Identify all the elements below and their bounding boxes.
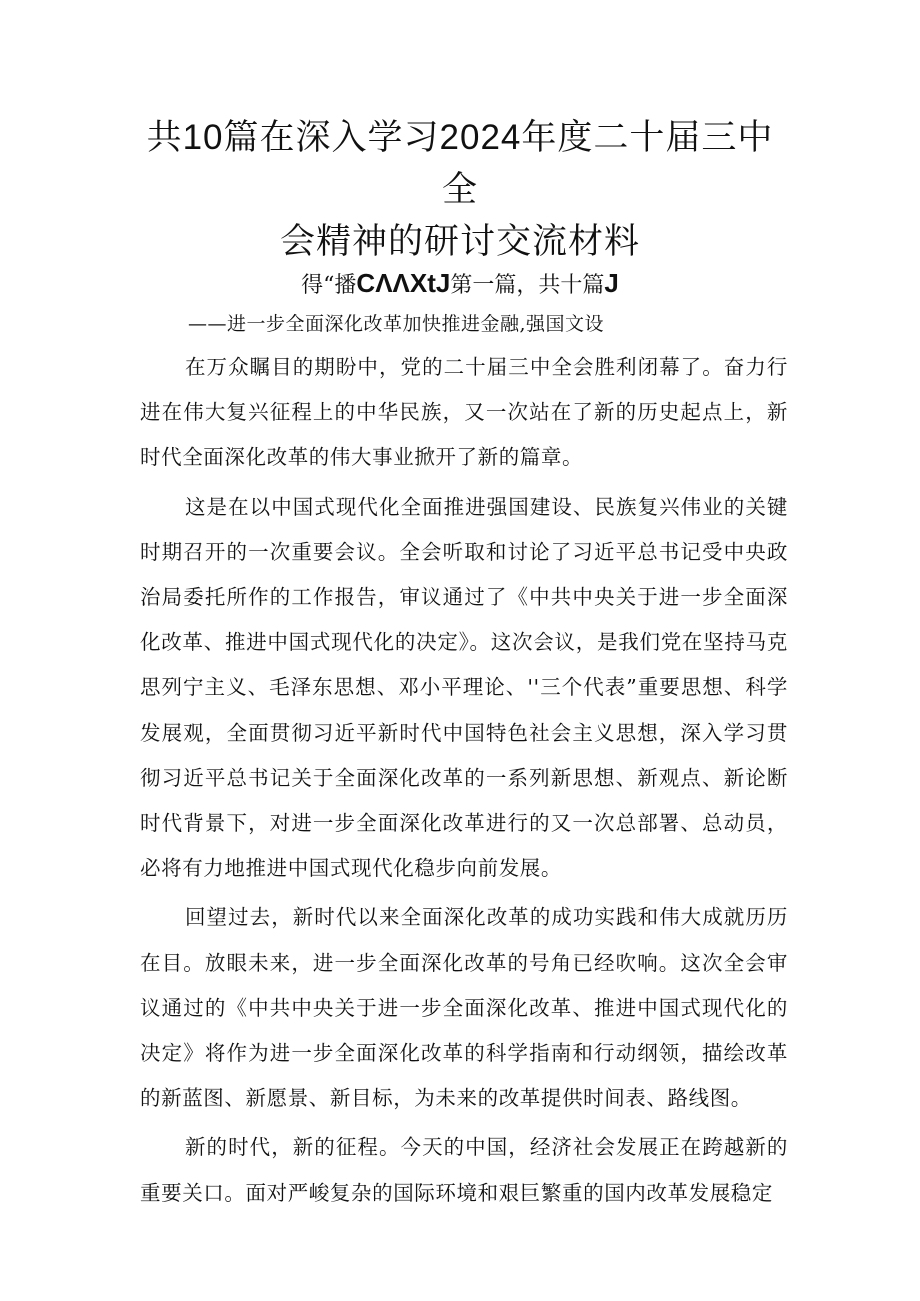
article-body [140,345,788,1220]
paragraph: 新的时代，新的征程。今天的中国，经济社会发展正在跨越新的重要关口。面对严峻复杂的国际环境和艰巨繁重的国内改革发展稳定 [140,1135,788,1205]
title-line-1: 共10篇在深入学习2024年度二十届三中全 [146,118,774,209]
subheader-end: J [604,268,619,298]
document-title [130,112,790,268]
article-subtitle: ——进一步全面深化改革加快推进金融,强国文设 [188,313,605,335]
subheader-garbled-text: CΛΛXtJ [356,268,451,298]
title-line-2: 会精神的研讨交流材料 [279,222,640,261]
subheader-suffix: 第一篇，共十篇 [450,273,605,298]
subheader-prefix: 得“播 [301,273,357,298]
paragraph: 回望过去，新时代以来全面深化改革的成功实践和伟大成就历历在目。放眼未来，进一步全面深化改革的号角已经吹响。这次全会审议通过的《中共中央关于进一步全面深化改革、推进中国式现代化的决定》将作为进一步全面深化改革的科学指南和行动纲领，描绘改革的新蓝图、新愿景、新目标，为未来的改革提供时间表、路线图。 [140,905,788,1111]
paragraph: 在万众瞩目的期盼中，党的二十届三中全会胜利闭幕了。奋力行进在伟大复兴征程上的中华民族，又一次站在了新的历史起点上，新时代全面深化改革的伟大事业掀开了新的篇章。 [140,355,788,470]
paragraph: 这是在以中国式现代化全面推进强国建设、民族复兴伟业的关键时期召开的一次重要会议。全会听取和讨论了习近平总书记受中央政治局委托所作的工作报告，审议通过了《中共中央关于进一步全面深化改革、推进中国式现代化的决定》。这次会议，是我们党在坚持马克思列宁主义、毛泽东思想、邓小平理论、''三个代表”重要思想、科学发展观，全面贯彻习近平新时代中国特色社会主义思想，深入学习贯彻习近平总书记关于全面深化改革的一系列新思想、新观点、新论断时代背景下，对进一步全面深化改革进行的又一次总部署、总动员，必将有力地推进中国式现代化稳步向前发展。 [140,494,788,881]
article-index-header [260,265,660,304]
